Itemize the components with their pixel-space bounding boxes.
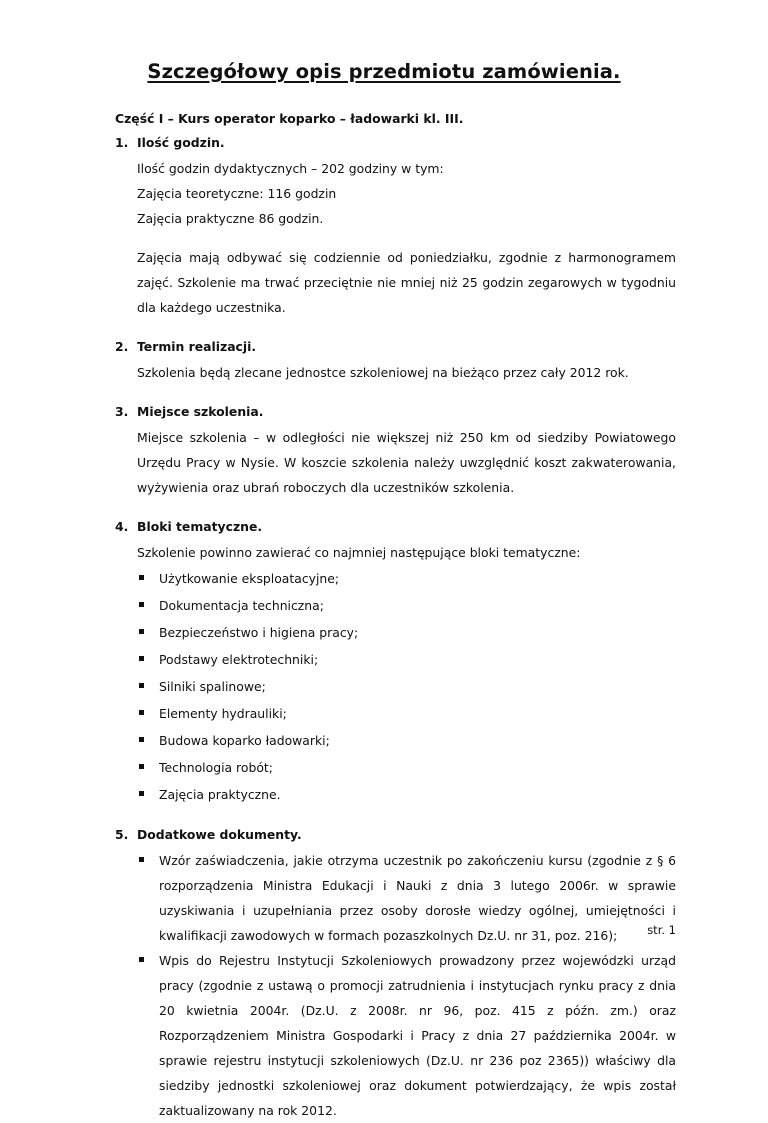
- hours-practice: Zajęcia praktyczne 86 godzin.: [137, 211, 324, 226]
- section-title: Bloki tematyczne.: [137, 519, 263, 534]
- hours-total: Ilość godzin dydaktycznych – 202 godziny w tym:: [137, 161, 444, 176]
- list-item: Budowa koparko ładowarki;: [137, 727, 676, 754]
- hours-theory: Zajęcia teoretyczne: 116 godzin: [137, 186, 337, 201]
- term-text: Szkolenia będą zlecane jednostce szkoleniowej na bieżąco przez cały 2012 rok.: [137, 365, 629, 380]
- section-title: Miejsce szkolenia.: [137, 404, 264, 419]
- list-item: Technologia robót;: [137, 754, 676, 781]
- list-item: Wpis do Rejestru Instytucji Szkoleniowych prowadzony przez wojewódzki urząd pracy (zgodnie z ustawą o promocji zatrudnienia i instytucjach rynku pracy z dnia 20 kwietnia 2004r. (Dz.U. z 2008r. nr 96, poz. 415 z późn. zm.) oraz Rozporządzeniem Ministra Gospodarki i Pracy z dnia 27 października 2004r. w sprawie rejestru instytucji szkoleniowych (Dz.U. nr 236 poz 2365)) właściwy dla siedziby jednostki szkoleniowej oraz dokument potwierdzający, że wpis został zaktualizowany na rok 2012.: [137, 948, 676, 1123]
- list-item: Dokumentacja techniczna;: [137, 592, 676, 619]
- section-heading: [115, 514, 676, 540]
- document-title: Szczegółowy opis przedmiotu zamówienia.: [147, 60, 621, 83]
- documents-list: [137, 848, 676, 1123]
- section-number: 5.: [115, 827, 129, 842]
- section-number: 4.: [115, 519, 129, 534]
- section-title: Ilość godzin.: [137, 135, 225, 150]
- list-item: Elementy hydrauliki;: [137, 700, 676, 727]
- document-content: [115, 130, 676, 1123]
- section-title: Termin realizacji.: [137, 339, 257, 354]
- section-location: [115, 399, 676, 500]
- list-item: Silniki spalinowe;: [137, 673, 676, 700]
- list-item: Podstawy elektrotechniki;: [137, 646, 676, 673]
- section-topics: [115, 514, 676, 808]
- section-title: Dodatkowe dokumenty.: [137, 827, 302, 842]
- list-item: Wzór zaświadczenia, jakie otrzyma uczestnik po zakończeniu kursu (zgodnie z § 6 rozporządzenia Ministra Edukacji i Nauki z dnia 3 lutego 2006r. w sprawie uzyskiwania i uzupełniania przez osoby dorosłe wiedzy ogólnej, umiejętności i kwalifikacji zawodowych w formach pozaszkolnych Dz.U. nr 31, poz. 216);: [137, 848, 676, 948]
- part-heading: Część I – Kurs operator koparko – ładowarki kl. III.: [115, 111, 464, 126]
- section-heading: [115, 334, 676, 360]
- section-heading: [115, 399, 676, 425]
- section-heading: [115, 130, 676, 156]
- section-heading: [115, 822, 676, 848]
- section-documents: [115, 822, 676, 1123]
- list-item: Zajęcia praktyczne.: [137, 781, 676, 808]
- topics-intro: Szkolenie powinno zawierać co najmniej następujące bloki tematyczne:: [137, 545, 581, 560]
- location-text: Miejsce szkolenia – w odległości nie większej niż 250 km od siedziby Powiatowego Urzędu Pracy w Nysie. W koszcie szkolenia należy uwzględnić koszt zakwaterowania, wyżywienia oraz ubrań roboczych dla uczestników szkolenia.: [137, 430, 676, 495]
- section-number: 1.: [115, 135, 129, 150]
- list-item: Bezpieczeństwo i higiena pracy;: [137, 619, 676, 646]
- section-number: 3.: [115, 404, 129, 419]
- list-item: Użytkowanie eksploatacyjne;: [137, 565, 676, 592]
- topics-list: [137, 565, 676, 808]
- section-hours: [115, 130, 676, 320]
- section-term: [115, 334, 676, 385]
- schedule-paragraph: Zajęcia mają odbywać się codziennie od poniedziałku, zgodnie z harmonogramem zajęć. Szkolenie ma trwać przeciętnie nie mniej niż 25 godzin zegarowych w tygodniu dla każdego uczestnika.: [137, 250, 676, 315]
- section-number: 2.: [115, 339, 129, 354]
- page-number: str. 1: [647, 923, 676, 937]
